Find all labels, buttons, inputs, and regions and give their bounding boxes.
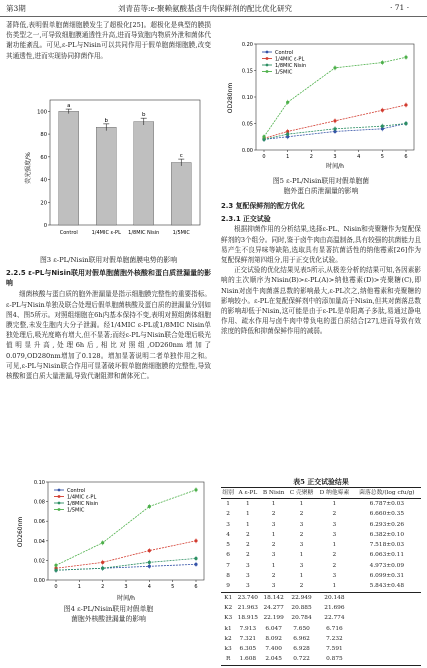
table-cell: 6.293±0.26 [369,521,405,528]
table-cell: 5 [226,542,230,549]
figure-4-caption-line1: 图4 ε-PL/Nisin联用对假单胞 [63,605,154,613]
fig5-y-tick-label: 0.15 [241,68,253,75]
table-cell: k3 [224,646,232,653]
fig4-y-tick-label: 0.10 [33,480,45,486]
fig3-bar [134,122,154,225]
table-cell: 8.092 [265,635,282,642]
fig5-legend-marker [266,51,269,54]
table-row [221,551,421,561]
table-row [221,499,421,510]
fig4-legend-marker [58,502,61,505]
fig4-data-point [194,488,197,491]
fig4-y-tick-label: 0.08 [33,499,45,506]
left-column-mid [6,255,211,381]
paragraph-orthogonal-results: 正交试验的优化结果见表5所示,从极差分析的结果可知,各因素影响的主次顺序为Nisin(B)>ε-PL(A)>纳他霉素(D)>壳聚糖(C),即Nisin对卤牛肉菌落总数的影响最大,ε-PL次之,纳他霉素和壳聚糖的影响较小。ε-PL在复配保鲜剂中的添加量高于Nisin,但其对菌落总数的影响却低于Nisin,这可能是由于ε-PL是单阳离子多肽,易通过静电作用、疏水作用与卤牛肉中带负电的蛋白质结合[27],进而导致有效浓度的降低和抑菌保鲜作用的减弱。 [221,266,421,336]
table-cell: 7.232 [326,635,343,642]
fig5-data-point [404,122,407,125]
table-cell: 6.660±0.35 [369,511,405,518]
table-row [221,614,421,624]
fig5-x-tick-label: 5 [380,154,384,160]
table-cell: 3 [245,573,250,580]
fig5-data-point [286,133,289,136]
table-row [221,540,421,550]
table-cell: 6.382±0.10 [369,531,405,538]
fig5-data-point [262,135,265,138]
table-cell: 6.787±0.03 [369,500,405,507]
fig5-x-tick-label: 6 [404,154,408,160]
table-cell: 2 [299,511,304,518]
fig4-y-tick-label: 0.00 [33,578,45,584]
fig3-y-tick-label: 60 [40,154,47,161]
table-cell: 2 [299,531,304,538]
table-cell: 2 [299,583,304,590]
fig4-data-point [194,557,197,560]
running-header [0,0,427,17]
fig5-legend-label: Control [275,50,294,56]
fig5-x-label: 时间/h [326,163,344,170]
table-cell: 2 [332,511,337,518]
fig5-data-point [381,109,384,112]
left-column [6,20,211,61]
table-cell: 3 [332,573,337,580]
fig4-y-tick-label: 0.04 [33,538,45,545]
table-cell: 1 [271,500,276,507]
paragraph-leakage: 细菌核酸与蛋白质的胞外泄漏量是指示细胞膜完整性的重要指标。ε-PL与Nisin单独及联合处理后假单胞菌核酸及蛋白质的泄漏量分别如图4、图5所示。对照组细胞在6h内基本保持不变,表明对照组菌体细胞膜完整,未发生胞内大分子泄漏。经1/4MIC ε-PL或1/8MIC Nisin单独处理后,吸光度略有增大,但不显著;而经ε-PL与Nisin联合处理后吸光值明显升高,处理6h后,相比对照组,OD260nm增加了0.079,OD280nm增加了0.128。增加显著说明二者单独作用之和。可见,ε-PL与Nisin联合作用可显著破坏假单胞菌细胞膜的完整性,导致核酸和蛋白质大量泄漏,导致代谢阻滞和菌体死亡。 [6,290,211,381]
table-cell: 1 [271,531,276,538]
fig3-y-tick-label: 0 [43,223,47,229]
table-cell: 2 [226,511,230,518]
table-cell: 1 [245,511,250,518]
table-cell: k2 [224,635,232,642]
fig4-data-point [101,567,104,570]
table-row [221,571,421,581]
right-column [221,176,421,337]
table-cell: 1 [299,573,304,580]
issue-label: 第3期 [6,4,26,13]
table-column-header: D 纳他霉素 [319,489,350,496]
table-cell: 2 [332,562,337,569]
fig3-y-tick-label: 100 [37,109,47,116]
fig5-x-tick-label: 4 [357,154,361,160]
fig5-y-label: OD280nm [227,82,234,114]
table-cell: 7.591 [326,646,343,653]
table-cell [353,624,421,634]
fig4-x-tick-label: 5 [171,584,175,590]
table-cell: 1 [332,500,337,507]
table-column-header: C 壳聚糖 [289,489,314,496]
table-cell: 7.913 [239,625,257,632]
table-cell: 18.915 [237,615,258,622]
fig4-legend-label: 1/5MIC [67,507,85,514]
fig3-category-label: 1/5MIC [172,230,190,236]
table-cell: 1 [332,583,337,590]
fig5-x-tick-label: 0 [262,154,266,160]
table-cell [353,603,421,613]
table-cell: 3 [299,521,304,528]
table-cell: 20.784 [291,615,312,622]
fig4-legend-label: 1/8MIC Nisin [67,501,99,507]
table-cell: K3 [224,615,233,622]
table-cell [353,614,421,624]
fig4-data-point [101,561,104,564]
table-cell: 18.142 [263,594,284,601]
fig4-data-point [148,549,151,552]
fig3-category-label: 1/8MIC Nisin [128,230,160,236]
fig5-legend-label: 1/5MIC [275,69,293,76]
figure-5-caption-line1: 图5 ε-PL/Nisin联用对假单胞菌 [272,177,370,185]
table-cell: 2 [245,531,250,538]
fig5-legend-marker [266,70,269,73]
table-row [221,520,421,530]
fig4-legend-label: 1/4MIC ε-PL [67,494,97,501]
table-row [221,634,421,644]
table-cell: 7.400 [265,646,282,653]
table-row [221,655,421,666]
table-cell: 3 [226,521,230,528]
figure-5-caption-line2: 胞外蛋白质泄漏量的影响 [283,187,359,195]
fig4-caption-block [6,604,211,624]
table-cell: K1 [224,594,233,601]
fig4-legend-label: Control [67,488,86,494]
fig4-x-tick-label: 3 [124,584,128,590]
fig5-x-tick-label: 2 [309,154,313,160]
table-cell: 3 [332,521,337,528]
paragraph-membrane-potential: 著降低,表明假单胞菌细胞膜发生了超极化[25]。超极化是典型的膜损伤类型之一,可导致细胞膜通透性升高,进而导致胞内物质外泄和菌体代谢功能紊乱。可见,ε-PL与Nisin可以共同作用于假单胞菌细胞膜,改变其通透性,进而实现协同抑菌作用。 [6,21,211,60]
table-cell: 2 [332,552,337,559]
table-cell: 1 [245,521,250,528]
fig3-y-tick-label: 40 [40,177,47,184]
table-row [221,530,421,540]
fig5-legend-marker [266,64,269,67]
table-cell: 2 [245,552,250,559]
table-cell: 24.277 [263,604,284,611]
table-row [221,624,421,634]
table-cell: 3 [271,552,276,559]
section-2-3-heading: 2.3 复配保鲜剂的配方优化 [221,202,305,210]
table-cell: R [225,656,231,663]
fig3-significance-letter: a [67,103,71,110]
table-cell: 6.962 [293,635,310,642]
fig5-data-point [333,127,336,130]
table-row [221,510,421,520]
fig3-bar [171,163,191,226]
fig3-bar [59,111,79,225]
table-cell: 1 [226,500,230,507]
table-row [221,592,421,603]
fig4-x-tick-label: 6 [194,584,198,590]
table-cell: 3 [245,583,250,590]
fig3-y-tick-label: 20 [40,200,47,207]
table-cell: 3 [271,521,276,528]
table-cell: 1 [332,542,337,549]
table-cell: 4.973±0.09 [369,562,405,569]
table-cell: 23.740 [237,594,258,601]
fig3-y-tick-label: 80 [40,132,47,139]
fig3-significance-letter: c [179,153,183,160]
table-cell: 20.885 [291,604,312,611]
section-2-2-5-heading: 2.2.5 ε-PL与Nisin联用对假单胞菌胞外核酸和蛋白质泄漏量的影响 [6,269,211,288]
fig4-legend-marker [58,508,61,511]
fig3-bar [96,127,116,225]
fig5-legend-label: 1/8MIC Nisin [275,63,307,69]
fig4-x-label: 时间/h [117,595,135,602]
fig3-category-label: 1/4MIC ε-PL [91,230,121,236]
figure-4-caption-line2: 菌胞外核酸泄漏量的影响 [71,615,146,623]
table-cell: k1 [224,625,232,632]
table-cell: 7.518±0.03 [369,542,405,549]
fig5-data-point [404,103,407,106]
table-cell: 1 [299,552,304,559]
fig5-y-tick-label: 0.00 [241,148,253,154]
fig4-y-label: OD260nm [17,516,24,548]
table-cell: 2 [245,542,250,549]
fig4-data-point [101,541,104,544]
table-cell: K2 [224,604,233,611]
table-cell: 6.928 [293,646,310,653]
fig5-data-point [333,119,336,122]
table-column-header: A ε-PL [238,489,258,496]
figure-3-bar-chart [22,96,207,251]
table-cell [353,634,421,644]
table-cell: 6 [226,552,230,559]
fig4-y-tick-label: 0.06 [33,519,45,526]
table-column-header: 菌落总数/(log cfu/g) [359,489,415,496]
table-column-header: 组别 [222,489,234,496]
fig5-y-tick-label: 0.05 [241,121,253,128]
fig5-x-tick-label: 3 [333,154,337,160]
table-cell: 22.949 [291,594,312,601]
fig4-x-tick-label: 4 [147,584,151,590]
table-cell: 1 [271,562,276,569]
table-cell: 21.963 [237,604,258,611]
fig5-data-point [333,66,336,69]
table-cell: 4 [226,531,230,538]
table-cell [353,592,421,603]
table-row [221,561,421,571]
fig4-data-point [54,569,57,572]
table-cell: 1.608 [239,656,257,663]
table-cell: 3 [245,562,250,569]
fig5-y-tick-label: 0.10 [241,95,253,101]
fig5-data-point [404,56,407,59]
table-cell: 7.650 [293,625,310,632]
page-number: · 71 · [390,3,410,12]
table-cell: 6.099±0.31 [369,573,405,580]
section-2-3-1-heading: 2.3.1 正交试验 [221,215,271,224]
fig5-data-point [381,61,384,64]
table-cell: 8 [226,573,230,580]
table-column-header: B Nisin [262,489,285,496]
figure-4-line-chart [14,478,214,603]
fig3-y-label: 荧光强度/% [25,152,32,184]
fig3-category-label: Control [59,230,78,236]
table-cell [353,644,421,654]
table-row [221,582,421,593]
table-cell [353,655,421,666]
table-cell: 0.875 [326,656,343,663]
table-cell: 1 [245,500,250,507]
fig4-y-tick-label: 0.02 [33,558,45,565]
fig4-data-point [148,565,151,568]
fig3-significance-letter: b [104,117,108,124]
table-cell: 3 [299,562,304,569]
table-5-caption: 表5 正交试验结果 [293,478,349,486]
fig4-data-point [54,564,57,567]
fig4-x-tick-label: 0 [54,584,58,590]
table-cell: 7 [226,562,230,569]
table-cell: 21.696 [324,604,345,611]
table-cell: 6.716 [326,625,343,632]
fig3-significance-letter: b [142,112,146,119]
figure-3-caption: 图3 ε-PL/Nisin联用对假单胞菌膜电势的影响 [40,256,177,264]
table-cell: 2.045 [265,656,282,663]
table-cell: 6.305 [239,646,257,653]
table-cell: 6.063±0.11 [369,552,405,559]
table-cell: 5.843±0.48 [369,583,405,590]
table-cell: 22.774 [324,615,345,622]
fig4-data-point [148,505,151,508]
table-cell: 2 [271,542,276,549]
table-cell: 2 [271,573,276,580]
table-cell: 1 [299,500,304,507]
table-5-orthogonal [221,487,421,666]
table-cell: 3 [299,542,304,549]
fig4-x-tick-label: 1 [77,584,81,590]
table-header-row [221,488,421,499]
running-title: 刘青苗等:ε-聚赖氨酸基卤牛肉保鲜剂的配比优化研究 [118,4,292,13]
fig5-data-point [286,101,289,104]
paragraph-orthogonal-setup: 根据抑菌作用的分析结果,选择ε-PL、Nisin和壳聚糖作为复配保鲜剂的3个组分。同时,鉴于卤牛肉由高温制备,具有较强的抗菌能力且易产生不良异味等缺陷,选取具有显著抗菌活性的纳他霉素[26]作为复配保鲜剂第四组分,用于正交优化试验。 [221,225,421,265]
fig5-legend-label: 1/4MIC ε-PL [275,56,305,63]
fig5-data-point [381,125,384,128]
fig4-data-point [194,563,197,566]
fig4-data-point [194,539,197,542]
fig4-data-point [148,561,151,564]
table-cell: 9 [226,583,230,590]
table-cell: 3 [332,531,337,538]
table-cell: 2 [271,511,276,518]
table-cell: 20.148 [324,594,345,601]
table-cell: 22.199 [263,615,284,622]
table-cell: 6.047 [265,625,282,632]
figure-5-line-chart [224,40,419,170]
table-cell: 3 [271,583,276,590]
table-row [221,603,421,613]
fig5-y-tick-label: 0.20 [241,42,253,48]
table-row [221,644,421,654]
table-cell: 7.321 [239,635,257,642]
fig5-x-tick-label: 1 [286,154,290,160]
fig4-legend-marker [58,489,61,492]
table-cell: 0.722 [293,656,310,663]
fig4-x-tick-label: 2 [101,584,105,590]
fig5-legend-marker [266,57,269,60]
fig4-legend-marker [58,495,61,498]
